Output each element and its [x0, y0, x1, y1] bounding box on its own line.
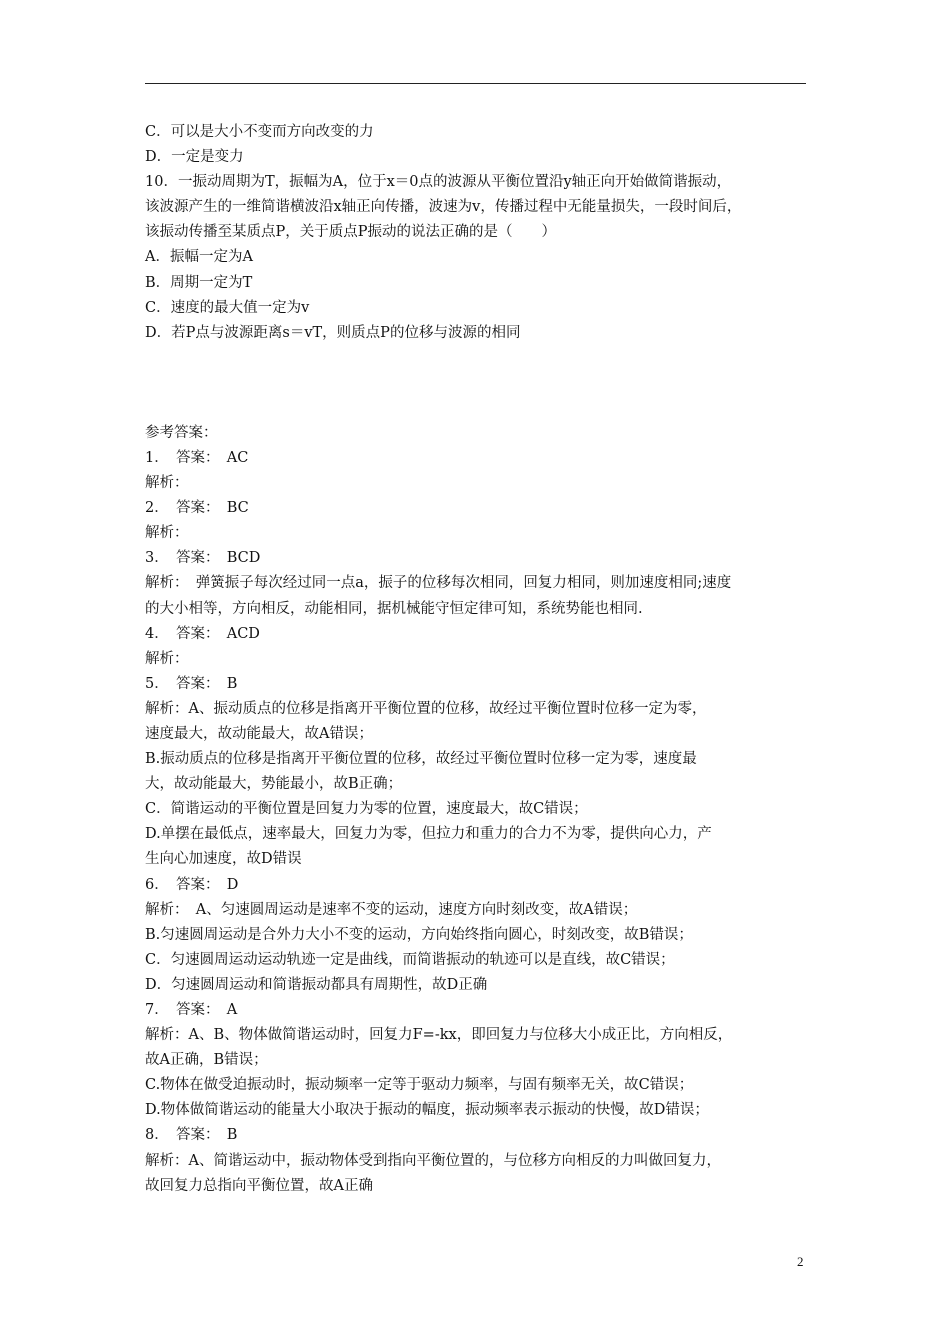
- text-line: 该波源产生的一维简谐横波沿x轴正向传播，波速为v，传播过程中无能量损失，一段时间后，: [145, 199, 742, 216]
- page-content: [145, 120, 815, 1199]
- text-line: 8． 答案： B: [145, 1127, 238, 1144]
- text-line: 故A正确，B错误；: [145, 1052, 268, 1069]
- text-line: 解析： 弹簧振子每次经过同一点a，振子的位移每次相同，回复力相同，则加速度相同;速度: [145, 575, 732, 592]
- text-line: 生向心加速度，故D错误: [145, 851, 302, 868]
- text-line: B.振动质点的位移是指离开平衡位置的位移，故经过平衡位置时位移一定为零，速度最: [145, 751, 697, 768]
- text-line: C．可以是大小不变而方向改变的力: [145, 124, 374, 140]
- text-line: 10．一振动周期为T，振幅为A，位于x＝0点的波源从平衡位置沿y轴正向开始做简谐振动，: [145, 174, 732, 191]
- text-line: 解析：A、简谐运动中，振动物体受到指向平衡位置的，与位移方向相反的力叫做回复力，: [145, 1152, 721, 1169]
- answer-block: [145, 421, 815, 1199]
- text-line: 3． 答案： BCD: [145, 550, 261, 567]
- text-line: B．周期一定为T: [145, 274, 253, 291]
- header-rule: [145, 83, 806, 84]
- text-line: 故回复力总指向平衡位置，故A正确: [145, 1177, 373, 1194]
- text-line: D.物体做简谐运动的能量大小取决于振动的幅度，振动频率表示振动的快慢，故D错误；: [145, 1102, 709, 1119]
- text-line: 速度最大，故动能最大，故A错误；: [145, 725, 373, 742]
- text-line: 的大小相等，方向相反，动能相同，据机械能守恒定律可知，系统势能也相同.: [145, 600, 643, 617]
- text-line: 解析：: [145, 650, 189, 667]
- text-line: 解析：: [145, 525, 189, 542]
- text-line: 4． 答案： ACD: [145, 625, 260, 642]
- text-line: 解析：A、B、物体做简谐运动时，回复力F=-kx，即回复力与位移大小成正比，方向相反，: [145, 1027, 733, 1044]
- text-line: D．一定是变力: [145, 149, 244, 166]
- text-line: D.单摆在最低点，速率最大，回复力为零，但拉力和重力的合力不为零，提供向心力，产: [145, 826, 712, 843]
- text-line: 7． 答案： A: [145, 1002, 238, 1018]
- text-line: 解析：: [145, 475, 189, 492]
- text-line: 5． 答案： B: [145, 675, 238, 692]
- text-line: D．若P点与波源距离s＝vT，则质点P的位移与波源的相同: [145, 324, 521, 341]
- text-line: 大，故动能最大，势能最小，故B正确；: [145, 776, 403, 793]
- text-line: 6． 答案： D: [145, 876, 239, 893]
- text-line: 1． 答案： AC: [145, 449, 249, 466]
- question-block: [145, 120, 815, 346]
- text-line: C．匀速圆周运动运动轨迹一定是曲线，而简谐振动的轨迹可以是直线，故C错误；: [145, 951, 675, 968]
- text-line: 解析： A、匀速圆周运动是速率不变的运动，速度方向时刻改变，故A错误；: [145, 901, 638, 918]
- text-line: C.物体在做受迫振动时，振动频率一定等于驱动力频率，与固有频率无关，故C错误；: [145, 1077, 694, 1094]
- answers-heading: 参考答案：: [145, 424, 218, 441]
- text-line: 解析：A、振动质点的位移是指离开平衡位置的位移，故经过平衡位置时位移一定为零，: [145, 700, 707, 717]
- text-line: C．速度的最大值一定为v: [145, 299, 310, 316]
- text-line: 2． 答案： BC: [145, 500, 249, 517]
- text-line: B.匀速圆周运动是合外力大小不变的运动，方向始终指向圆心，时刻改变，故B错误；: [145, 926, 693, 943]
- section-gap: [145, 346, 815, 421]
- text-line: 该振动传播至某质点P，关于质点P振动的说法正确的是（ ）: [145, 224, 557, 241]
- text-line: A．振幅一定为A: [145, 249, 253, 266]
- text-line: C．简谐运动的平衡位置是回复力为零的位置，速度最大，故C错误；: [145, 801, 588, 818]
- page-number: 2: [797, 1254, 804, 1269]
- text-line: D．匀速圆周运动和简谐振动都具有周期性，故D正确: [145, 976, 488, 993]
